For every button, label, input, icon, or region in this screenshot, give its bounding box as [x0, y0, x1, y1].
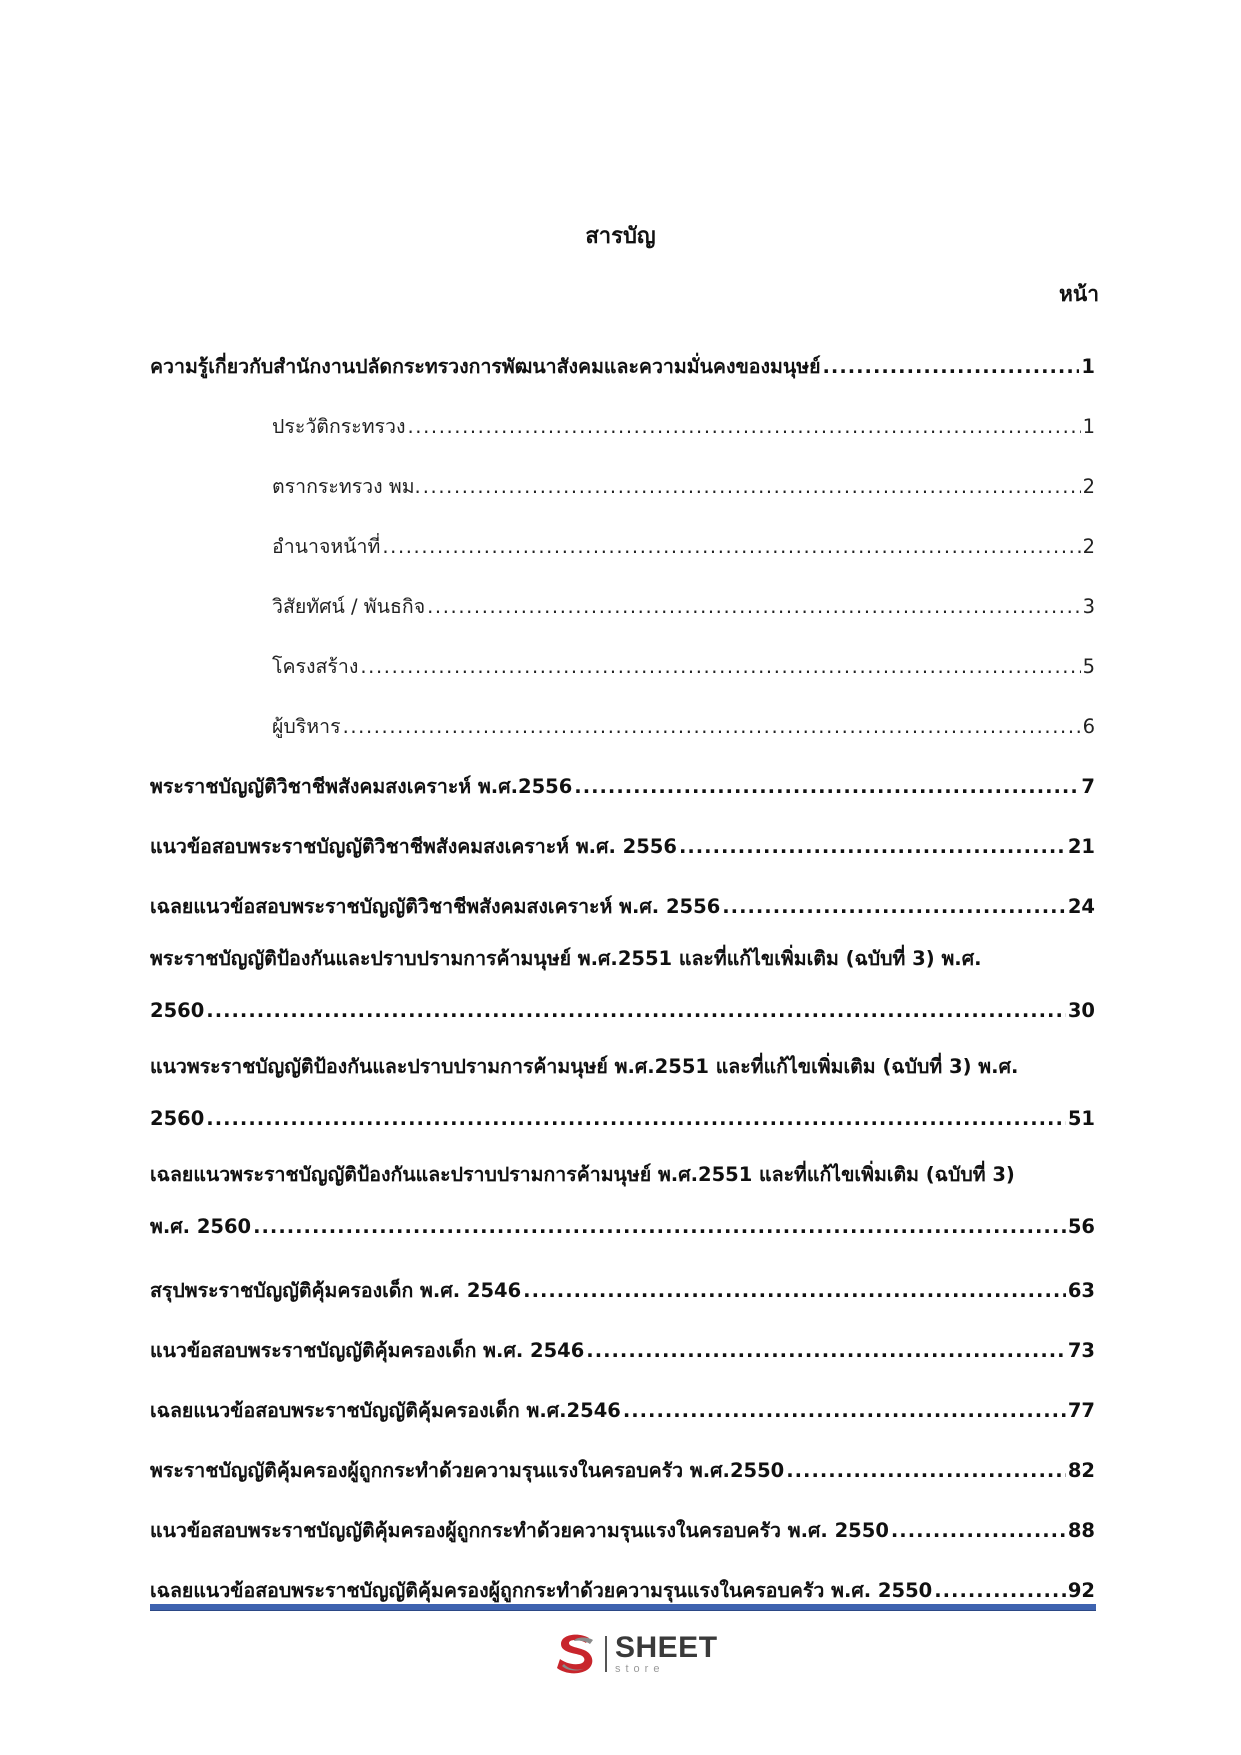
toc-entry-label: แนวข้อสอบพระราชบัญญัติคุ้มครองผู้ถูกกระทำด้วยความรุนแรงในครอบครัว พ.ศ. 2550: [150, 1519, 889, 1542]
dot-leader: [586, 1336, 1066, 1370]
dot-leader: [891, 1516, 1066, 1550]
toc-entry-label: เฉลยแนวข้อสอบพระราชบัญญัติคุ้มครองเด็ก พ.ศ.2546: [150, 1399, 621, 1422]
logo-separator: [605, 1636, 607, 1672]
sheet-store-logo: [553, 1624, 718, 1684]
toc-entry[interactable]: [150, 326, 1095, 386]
toc-entry-label: ตรากระทรวง พม.: [272, 475, 421, 498]
toc-entry-page: 2: [1082, 475, 1095, 498]
toc-entry[interactable]: [150, 926, 1095, 1034]
toc-entry-label: ประวัติกระทรวง: [272, 415, 406, 438]
dot-leader: [253, 1212, 1066, 1246]
toc-entry-page: 77: [1067, 1399, 1095, 1422]
toc-entry-page: 5: [1082, 655, 1095, 678]
toc-entry-label: สรุปพระราชบัญญัติคุ้มครองเด็ก พ.ศ. 2546: [150, 1279, 522, 1302]
toc-subentry[interactable]: [150, 386, 1095, 446]
toc-entry[interactable]: [150, 746, 1095, 806]
dot-leader: [679, 832, 1066, 866]
dot-leader: [408, 412, 1081, 446]
toc-entry-label: วิสัยทัศน์ / พันธกิจ: [272, 595, 426, 618]
logo-word: SHEET: [615, 1631, 718, 1664]
toc-entry-label: พระราชบัญญัติวิชาชีพสังคมสงเคราะห์ พ.ศ.2556: [150, 775, 573, 798]
toc-entry[interactable]: [150, 1490, 1095, 1550]
toc-entry-page: 88: [1067, 1519, 1095, 1542]
logo-wordmark: [615, 1633, 718, 1675]
toc-entry[interactable]: [150, 1550, 1095, 1610]
toc-entry[interactable]: [150, 1310, 1095, 1370]
toc-entry-label: เฉลยแนวข้อสอบพระราชบัญญัติคุ้มครองผู้ถูกกระทำด้วยความรุนแรงในครอบครัว พ.ศ. 2550: [150, 1579, 933, 1602]
toc-entry-label: เฉลยแนวข้อสอบพระราชบัญญัติวิชาชีพสังคมสงเคราะห์ พ.ศ. 2556: [150, 895, 721, 918]
toc-entry-page: 3: [1082, 595, 1095, 618]
toc-entry-page: 30: [1067, 999, 1095, 1022]
dot-leader: [360, 652, 1080, 686]
toc-subentry[interactable]: [150, 506, 1095, 566]
toc-entry-label: โครงสร้าง: [272, 655, 359, 678]
toc-entry-page: 7: [1081, 775, 1095, 798]
toc-entry-label: แนวพระราชบัญญัติป้องกันและปราบปรามการค้ามนุษย์ พ.ศ.2551 และที่แก้ไขเพิ่มเติม (ฉบับที่ 3) พ.ศ.: [150, 1055, 1019, 1078]
toc-entry[interactable]: [150, 866, 1095, 926]
toc-entry-label: พระราชบัญญัติป้องกันและปราบปรามการค้ามนุษย์ พ.ศ.2551 และที่แก้ไขเพิ่มเติม (ฉบับที่ 3) พ.ศ.: [150, 947, 982, 970]
toc-entry[interactable]: [150, 1250, 1095, 1310]
toc-entry-page: 56: [1067, 1215, 1095, 1238]
dot-leader: [423, 472, 1081, 506]
toc-entry-label-continued: พ.ศ. 2560: [150, 1215, 252, 1238]
dot-leader: [206, 996, 1066, 1030]
dot-leader: [206, 1104, 1066, 1138]
toc-entry-page: 1: [1082, 415, 1095, 438]
toc-entry-label: อำนาจหน้าที่: [272, 535, 381, 558]
page-column-label: หน้า: [1059, 282, 1099, 306]
table-of-contents: [150, 326, 1095, 1610]
toc-subentry[interactable]: [150, 626, 1095, 686]
toc-entry[interactable]: [150, 1034, 1095, 1142]
toc-entry-page: 92: [1067, 1579, 1095, 1602]
dot-leader: [722, 892, 1066, 926]
toc-entry-label: ความรู้เกี่ยวกับสำนักงานปลัดกระทรวงการพัฒนาสังคมและความมั่นคงของมนุษย์: [150, 355, 821, 378]
dot-leader: [823, 352, 1080, 386]
logo-subword: store: [615, 1663, 665, 1675]
toc-entry-label: แนวข้อสอบพระราชบัญญัติวิชาชีพสังคมสงเคราะห์ พ.ศ. 2556: [150, 835, 677, 858]
dot-leader: [427, 592, 1080, 626]
toc-entry-page: 2: [1082, 535, 1095, 558]
toc-entry[interactable]: [150, 1142, 1095, 1250]
dot-leader: [574, 772, 1079, 806]
dot-leader: [523, 1276, 1066, 1310]
toc-entry-label-continued: 2560: [150, 999, 205, 1022]
toc-subentry[interactable]: [150, 566, 1095, 626]
toc-entry-page: 82: [1067, 1459, 1095, 1482]
dot-leader: [623, 1396, 1066, 1430]
footer-rule: [150, 1604, 1096, 1611]
toc-entry[interactable]: [150, 1370, 1095, 1430]
dot-leader: [382, 532, 1080, 566]
toc-subentry[interactable]: [150, 686, 1095, 746]
toc-entry-label: พระราชบัญญัติคุ้มครองผู้ถูกกระทำด้วยความรุนแรงในครอบครัว พ.ศ.2550: [150, 1459, 785, 1482]
toc-entry[interactable]: [150, 806, 1095, 866]
toc-entry-page: 73: [1067, 1339, 1095, 1362]
page-title: สารบัญ: [585, 224, 656, 249]
toc-entry-label-continued: 2560: [150, 1107, 205, 1130]
toc-entry-page: 24: [1067, 895, 1095, 918]
toc-entry-page: 21: [1067, 835, 1095, 858]
toc-entry-page: 1: [1081, 355, 1095, 378]
toc-subentry[interactable]: [150, 446, 1095, 506]
s-logo-icon: [553, 1630, 599, 1678]
toc-entry[interactable]: [150, 1430, 1095, 1490]
toc-entry-label: ผู้บริหาร: [272, 715, 341, 738]
toc-entry-page: 63: [1067, 1279, 1095, 1302]
toc-entry-page: 6: [1082, 715, 1095, 738]
toc-entry-page: 51: [1067, 1107, 1095, 1130]
toc-entry-label: เฉลยแนวพระราชบัญญัติป้องกันและปราบปรามการค้ามนุษย์ พ.ศ.2551 และที่แก้ไขเพิ่มเติม (ฉบับที่ 3): [150, 1163, 1015, 1186]
dot-leader: [786, 1456, 1066, 1490]
toc-entry-label: แนวข้อสอบพระราชบัญญัติคุ้มครองเด็ก พ.ศ. 2546: [150, 1339, 585, 1362]
dot-leader: [343, 712, 1081, 746]
